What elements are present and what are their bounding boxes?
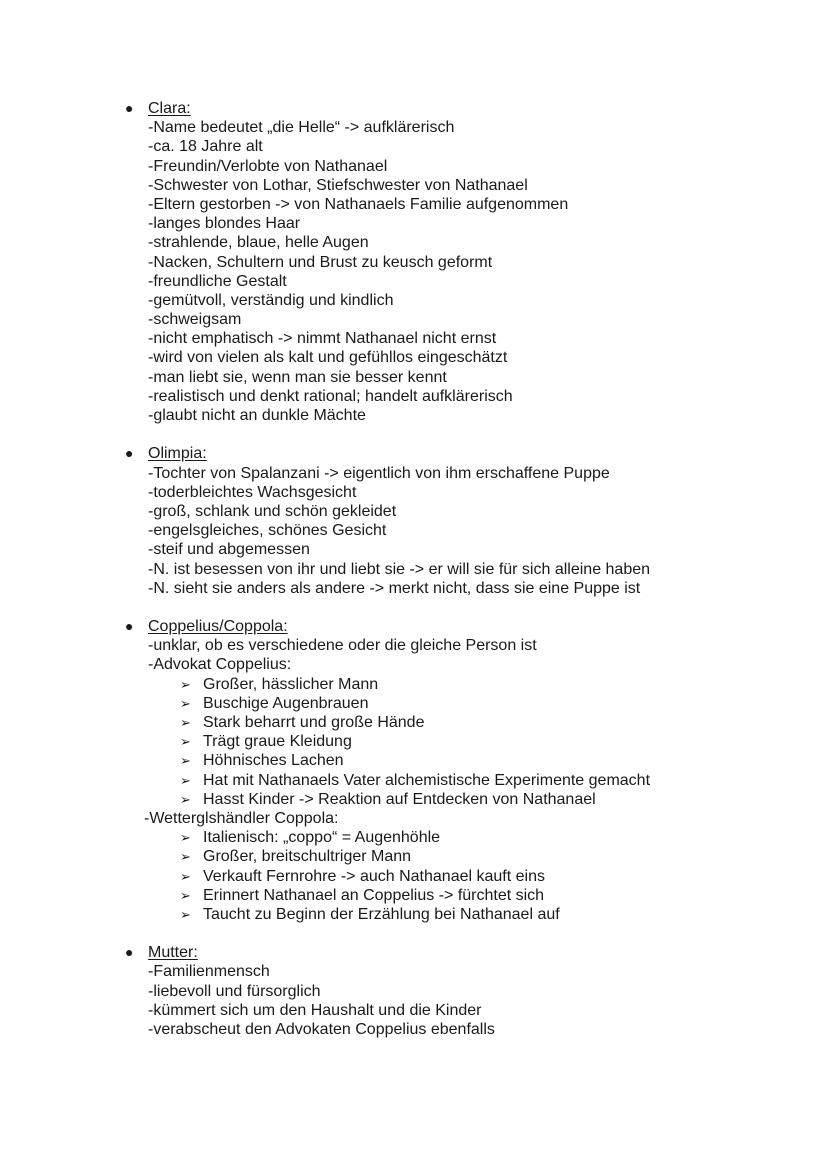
list-item (148, 406, 788, 425)
section-heading (125, 444, 788, 463)
list-item (148, 521, 788, 540)
sub-list-item (148, 732, 788, 751)
item-text: -gemütvoll, verständig und kindlich (148, 291, 394, 309)
list-item (148, 310, 788, 329)
item-text: -steif und abgemessen (148, 541, 310, 559)
list-item (148, 195, 788, 214)
item-text: -Familienmensch (148, 963, 270, 981)
item-text: -verabscheut den Advokaten Coppelius ebenfalls (148, 1021, 495, 1038)
list-item (148, 579, 788, 598)
item-text: Hat mit Nathanaels Vater alchemistische Experimente gemacht (203, 771, 651, 789)
section-heading (125, 617, 788, 636)
item-text: -Advokat Coppelius: (148, 656, 292, 674)
arrowhead-bullet-icon: ➢ (180, 753, 191, 769)
item-text: -toderbleichtes Wachsgesicht (148, 483, 357, 501)
list-item (148, 214, 788, 233)
item-text: -Tochter von Spalanzani -> eigentlich von ihm erschaffene Puppe (148, 464, 610, 482)
list-item (148, 982, 788, 1001)
list-item (148, 540, 788, 559)
list-item (148, 253, 788, 272)
item-text: -realistisch und denkt rational; handelt aufklärerisch (148, 387, 513, 405)
sub-list-item (148, 886, 788, 905)
item-text: -wird von vielen als kalt und gefühllos eingeschätzt (148, 349, 508, 367)
item-text: -N. ist besessen von ihr und liebt sie -> er will sie für sich alleine haben (148, 560, 651, 578)
sub-list-item (148, 905, 788, 924)
item-text: Verkauft Fernrohre -> auch Nathanael kauft eins (203, 867, 545, 885)
list-item (148, 962, 788, 981)
item-text: -engelsgleiches, schönes Gesicht (148, 522, 387, 540)
section-olimpia (125, 444, 788, 598)
list-item (148, 291, 788, 310)
bullet-dot-icon: ● (125, 944, 134, 961)
list-item (148, 636, 788, 655)
item-text: -langes blondes Haar (148, 215, 301, 233)
bullet-dot-icon: ● (125, 100, 134, 116)
item-text: Stark beharrt und große Hände (203, 714, 425, 731)
item-text: -Freundin/Verlobte von Nathanael (148, 157, 388, 175)
item-text: -ca. 18 Jahre alt (148, 138, 263, 156)
section-heading (125, 943, 788, 962)
list-item (148, 1001, 788, 1020)
bullet-dot-icon: ● (125, 618, 134, 635)
sub-list-item (148, 694, 788, 713)
document-body (125, 99, 788, 1058)
item-text: -man liebt sie, wenn man sie besser kennt (148, 368, 447, 386)
item-text: Italienisch: „coppo“ = Augenhöhle (203, 829, 441, 847)
list-item (148, 118, 788, 137)
arrowhead-bullet-icon: ➢ (180, 734, 191, 750)
arrowhead-bullet-icon: ➢ (180, 695, 191, 711)
sub-list-item (148, 847, 788, 866)
item-text: -liebevoll und fürsorglich (148, 982, 321, 1000)
arrowhead-bullet-icon: ➢ (180, 868, 191, 884)
list-item (148, 464, 788, 483)
sub-list-item (148, 675, 788, 694)
item-text: Großer, breitschultriger Mann (203, 848, 412, 866)
list-item (148, 157, 788, 176)
sub-list-item (148, 790, 788, 809)
arrowhead-bullet-icon: ➢ (180, 830, 191, 846)
section-heading (125, 99, 788, 118)
list-item (148, 483, 788, 502)
list-item (148, 387, 788, 406)
arrowhead-bullet-icon: ➢ (180, 906, 191, 922)
arrowhead-bullet-icon: ➢ (180, 715, 191, 730)
list-item (148, 560, 788, 579)
list-item (148, 176, 788, 195)
item-text: -Eltern gestorben -> von Nathanaels Familie aufgenommen (148, 195, 569, 213)
item-text: -kümmert sich um den Haushalt und die Kinder (148, 1001, 482, 1019)
section-mutter (125, 943, 788, 1039)
item-text: Höhnisches Lachen (203, 752, 344, 770)
list-item (148, 348, 788, 367)
item-text: Hasst Kinder -> Reaktion auf Entdecken von Nathanael (203, 790, 596, 808)
item-text: -N. sieht sie anders als andere -> merkt nicht, dass sie eine Puppe ist (148, 579, 641, 597)
item-text: Großer, hässlicher Mann (203, 675, 379, 693)
sub-list-item (148, 867, 788, 886)
item-text: -freundliche Gestalt (148, 272, 287, 290)
item-text: -Name bedeutet „die Helle“ -> aufklärerisch (148, 119, 455, 137)
bullet-dot-icon: ● (125, 445, 134, 462)
item-text: -unklar, ob es verschiedene oder die gleiche Person ist (148, 637, 537, 655)
item-text: -nicht emphatisch -> nimmt Nathanael nicht ernst (148, 330, 497, 348)
section-title: Mutter: (148, 944, 198, 962)
arrowhead-bullet-icon: ➢ (180, 791, 191, 807)
item-text: Buschige Augenbrauen (203, 694, 369, 712)
list-item (148, 502, 788, 521)
item-text: -glaubt nicht an dunkle Mächte (148, 407, 366, 424)
arrowhead-bullet-icon: ➢ (180, 772, 191, 788)
list-item (148, 329, 788, 348)
item-text: -Schwester von Lothar, Stiefschwester von Nathanael (148, 176, 528, 194)
sub-list-item (148, 828, 788, 847)
list-item (144, 809, 788, 828)
item-text: Erinnert Nathanael an Coppelius -> fürchtet sich (203, 886, 545, 904)
arrowhead-bullet-icon: ➢ (180, 849, 191, 865)
arrowhead-bullet-icon: ➢ (180, 676, 191, 692)
section-clara (125, 99, 788, 425)
list-item (148, 655, 788, 674)
arrowhead-bullet-icon: ➢ (180, 887, 191, 903)
section-title: Olimpia: (148, 445, 207, 463)
sub-list-item (148, 713, 788, 732)
item-text: -schweigsam (148, 311, 242, 329)
section-title: Coppelius/Coppola: (148, 618, 288, 636)
item-text: -strahlende, blaue, helle Augen (148, 234, 369, 252)
item-text: -groß, schlank und schön gekleidet (148, 502, 397, 520)
sub-list-item (148, 771, 788, 790)
item-text: Taucht zu Beginn der Erzählung bei Nathanael auf (203, 905, 560, 923)
list-item (148, 1020, 788, 1039)
item-text: Trägt graue Kleidung (203, 733, 352, 751)
item-text: -Wetterglshändler Coppola: (144, 809, 339, 827)
section-coppeliuscoppola (125, 617, 788, 924)
list-item (148, 233, 788, 252)
sub-list-item (148, 751, 788, 770)
item-text: -Nacken, Schultern und Brust zu keusch geformt (148, 253, 493, 271)
list-item (148, 137, 788, 156)
list-item (148, 368, 788, 387)
list-item (148, 272, 788, 291)
section-title: Clara: (148, 100, 191, 117)
